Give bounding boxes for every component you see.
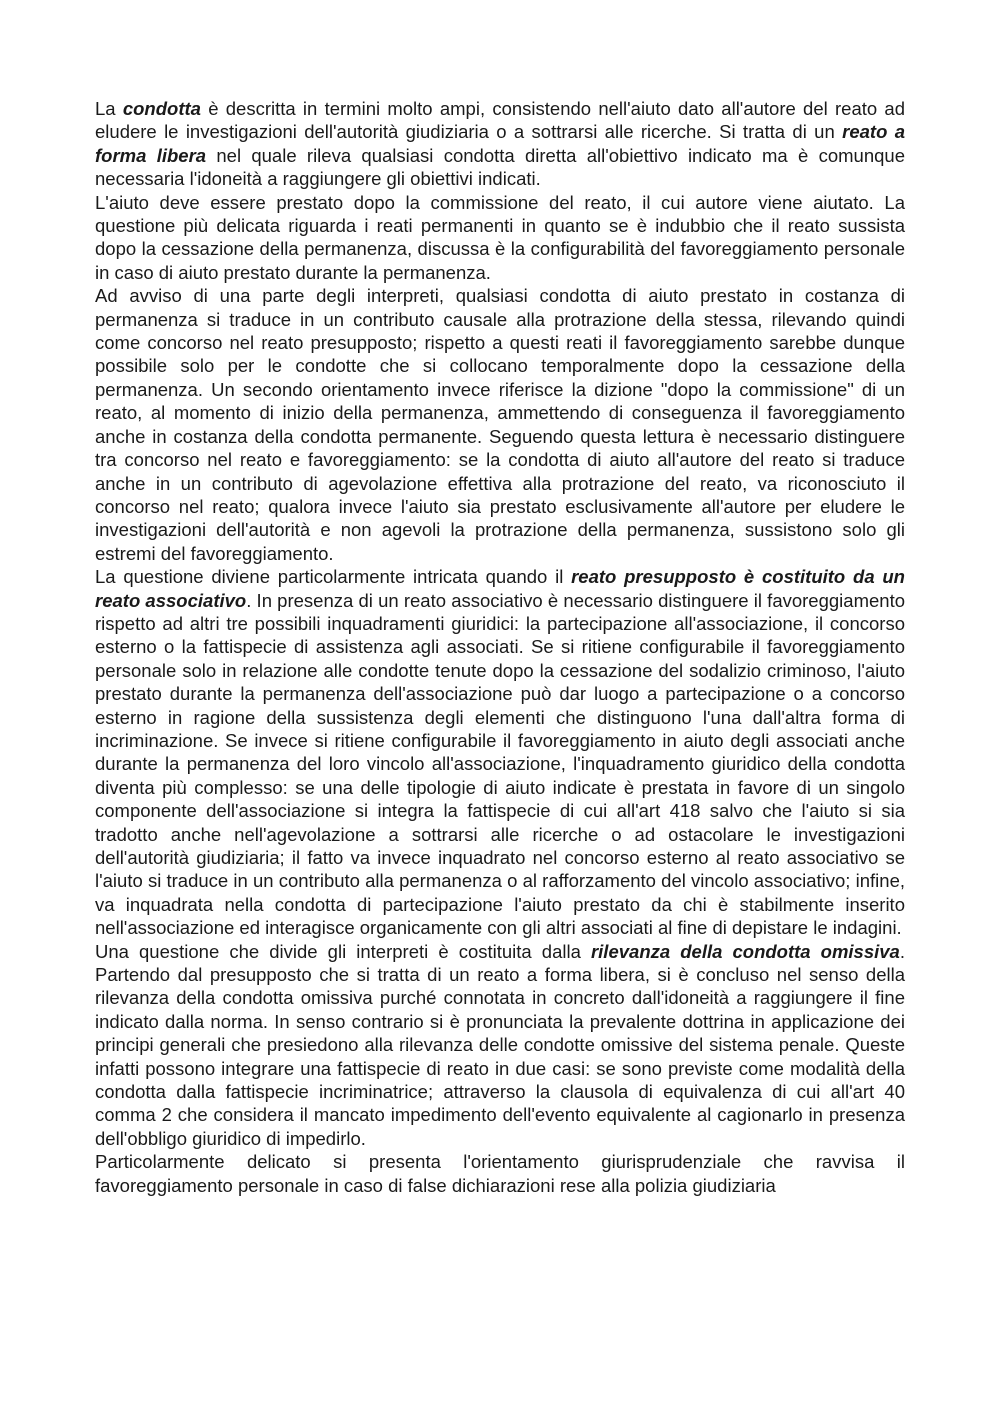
text-segment: La — [95, 98, 123, 119]
paragraph-false-dichiarazioni — [95, 1150, 905, 1197]
emphasis-term: reato presupposto è costituito da un reato associativo — [95, 566, 905, 611]
emphasis-term: condotta — [122, 98, 201, 119]
text-segment: La questione diviene particolarmente intricata quando il — [95, 566, 572, 588]
paragraph-condotta-omissiva — [95, 940, 905, 1151]
text-segment: . In presenza di un reato associativo è necessario distinguere il favoreggiamento rispetto ad altri tre possibili inquadramenti giuridici: la partecipazione all'associazione, il concorso esterno o la fattispecie di assistenza agli associati. Se si ritiene configurabile il favoreggiamento personale solo in relazione alle condotte tenute dopo la cessazione del sodalizio criminoso, l'aiuto prestato durante la permanenza dell'associazione può dar luogo a partecipazione o a concorso esterno in ragione della sussistenza degli elementi che distinguono l'una dall'altra forma di incriminazione. Se invece si ritiene configurabile il favoreggiamento in aiuto degli associati anche durante la permanenza del loro vincolo all'associazione, l'inquadramento giuridico della condotta diventa più complesso: se una delle tipologie di aiuto indicate è prestata in favore di un singolo componente dell'associazione si integra la fattispecie di cui all'art 418 salvo che l'aiuto si sia tradotto anche nell'agevolazione a sottrarsi alle ricerche o ad ostacolare le investigazioni dell'autorità giudiziaria; il fatto va invece inquadrato nel concorso esterno al reato associativo se l'aiuto si traduce in un contributo alla permanenza o al rafforzamento del vincolo associativo; infine, va inquadrata nella condotta di partecipazione l'aiuto prestato da chi è stabilmente inserito nell'associazione ed interagisce organicamente con gli altri associati al fine di depistare le indagini. — [95, 589, 905, 939]
emphasis-term: reato a forma libera — [95, 121, 906, 166]
text-segment: . Partendo dal presupposto che si tratta di un reato a forma libera, si è concluso nel senso della rilevanza della condotta omissiva purché connotata in concreto dall'idoneità a raggiungere il fine indicato dalla norma. In senso contrario si è pronunciata la prevalente dottrina in applicazione dei principi generali che presiedono alla rilevanza delle condotte omissive del sistema penale. Queste infatti possono integrare una fattispecie di reato in due casi: se sono previste come modalità della condotta dalla fattispecie incriminatrice; attraverso la clausola di equivalenza di cui all'art 40 comma 2 che considera il mancato impedimento dell'evento equivalente al cagionarlo in presenza dell'obbligo giuridico di impedirlo. — [95, 940, 905, 1149]
emphasis-term: rilevanza della condotta omissiva — [590, 940, 900, 962]
paragraph-condotta — [95, 97, 905, 191]
document-page — [95, 97, 905, 1197]
text-segment: L'aiuto deve essere prestato dopo la commissione del reato, il cui autore viene aiutato. La questione più delicata riguarda i reati permanenti in quanto se è indubbio che il reato sussista dopo la cessazione della permanenza, discussa è la configurabilità del favoreggiamento personale in caso di aiuto prestato durante la permanenza. — [95, 191, 905, 283]
text-segment: Ad avviso di una parte degli interpreti, qualsiasi condotta di aiuto prestato in costanza di permanenza si traduce in un contributo causale alla protrazione della stessa, rilevando quindi come concorso nel reato presupposto; rispetto a questi reati il favoreggiamento sarebbe dunque possibile solo per le condotte che si collocano temporalmente dopo la cessazione della permanenza. Un secondo orientamento invece riferisce la dizione "dopo la commissione" di un reato, al momento di inizio della permanenza, ammettendo di conseguenza il favoreggiamento anche in costanza della condotta permanente. Seguendo questa lettura è necessario distinguere tra concorso nel reato e favoreggiamento: se la condotta di aiuto all'autore del reato si traduce anche in un contributo di agevolazione effettiva alla protrazione del reato, va riconosciuto il concorso nel reato; qualora invece l'aiuto sia prestato esclusivamente all'autore per eludere le investigazioni dell'autorità e non agevoli la protrazione della permanenza, sussistono solo gli estremi del favoreggiamento. — [95, 285, 905, 564]
paragraph-interpreti — [95, 284, 905, 565]
text-segment: Una questione che divide gli interpreti è costituita dalla — [95, 940, 591, 962]
text-segment: è descritta in termini molto ampi, consistendo nell'aiuto dato all'autore del reato ad eludere le investigazioni dell'autorità giudiziaria o a sottrarsi alle ricerche. Si tratta di un — [95, 98, 906, 143]
paragraph-reato-associativo — [95, 565, 905, 940]
text-segment: nel quale rileva qualsiasi condotta diretta all'obiettivo indicato ma è comunque necessaria l'idoneità a raggiungere gli obiettivi indicati. — [95, 144, 905, 190]
paragraph-aiuto — [95, 191, 905, 285]
text-segment: Particolarmente delicato si presenta l'orientamento giurisprudenziale che ravvisa il favoreggiamento personale in caso di false dichiarazioni rese alla polizia giudiziaria — [95, 1151, 905, 1196]
